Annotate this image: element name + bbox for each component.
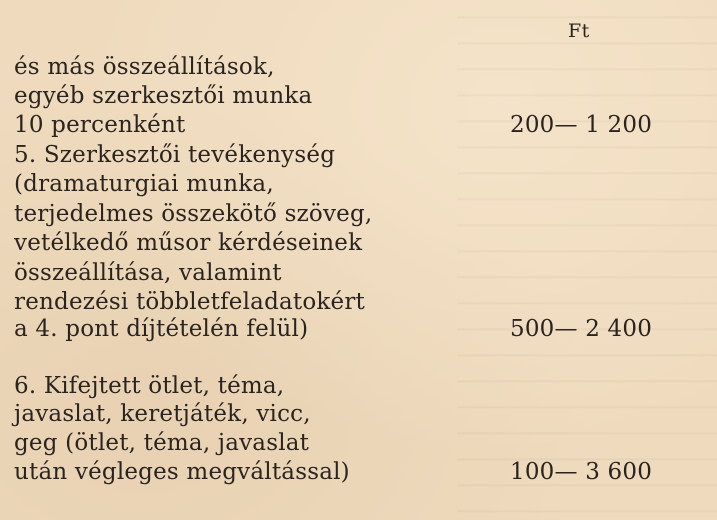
text-line: után végleges megváltással) <box>14 459 350 485</box>
text-line: 10 percenként <box>14 112 186 138</box>
fee-amount: 500— 2 400 <box>510 316 653 342</box>
text-line: és más összeállítások, <box>14 54 275 80</box>
text-line: a 4. pont díjtételén felül) <box>14 316 309 342</box>
text-line: egyéb szerkesztői munka <box>14 83 313 109</box>
text-line: összeállítása, valamint <box>14 260 282 286</box>
text-line: rendezési többletfeladatokért <box>14 289 366 315</box>
text-line: geg (ötlet, téma, javaslat <box>14 430 310 456</box>
fee-amount: 200— 1 200 <box>510 112 653 138</box>
bleed-through-texture <box>457 0 717 520</box>
fee-amount: 100— 3 600 <box>510 459 653 485</box>
text-line: vetélkedő műsor kérdéseinek <box>14 230 363 256</box>
text-line: 5. Szerkesztői tevékenység <box>14 142 336 168</box>
text-line: terjedelmes összekötő szöveg, <box>14 201 373 227</box>
text-line: (dramaturgiai munka, <box>14 171 274 197</box>
text-line: javaslat, keretjáték, vicc, <box>14 401 311 427</box>
currency-header: Ft <box>568 20 590 42</box>
text-line: 6. Kifejtett ötlet, téma, <box>14 373 285 399</box>
